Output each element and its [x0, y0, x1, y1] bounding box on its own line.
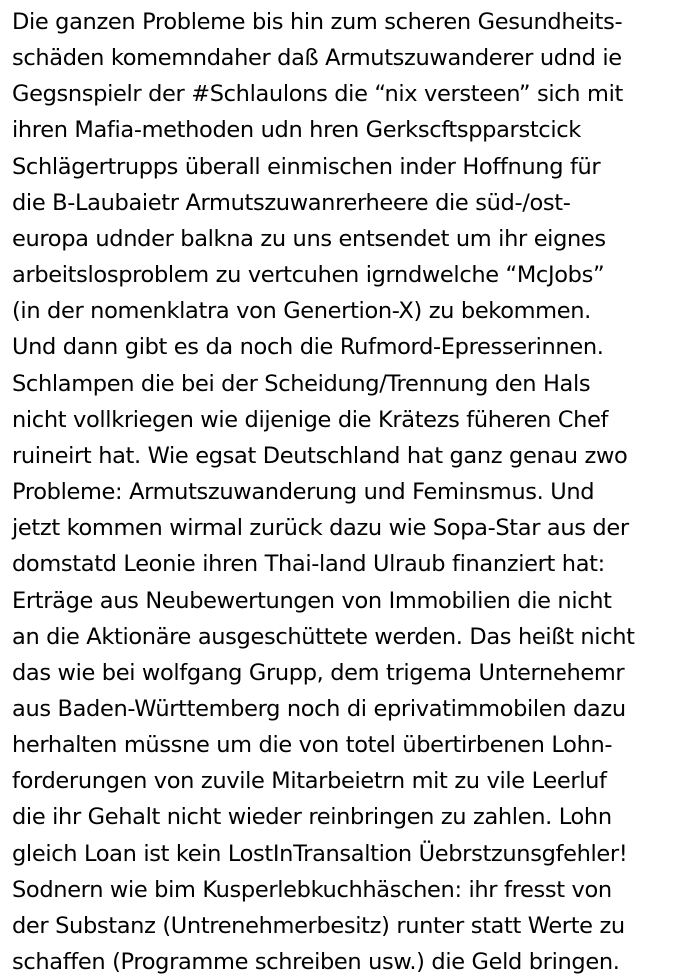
text-line: Schlägertrupps überall einmischen inder Hoffnung für — [12, 153, 601, 180]
text-line: an die Aktionäre ausgeschüttete werden. Das heißt nicht — [12, 623, 635, 650]
text-line: Erträge aus Neubewertungen von Immobilien die nicht — [12, 587, 612, 614]
text-line: die B-Laubaietr Armutszuwanrerheere die süd-/ost- — [12, 189, 571, 216]
text-line: jetzt kommen wirmal zurück dazu wie Sopa-Star aus der — [12, 515, 629, 542]
document-body — [12, 4, 680, 980]
text-line: europa udnder balkna zu uns entsendet um ihr eignes — [12, 225, 606, 252]
text-line: gleich Loan ist kein LostInTransaltion Üebrstzunsgfehler! — [12, 840, 628, 867]
text-line: ruineirt hat. Wie egsat Deutschland hat ganz genau zwo — [12, 442, 628, 469]
text-line: herhalten müssne um die von totel übertirbenen Lohn- — [12, 732, 613, 759]
text-line: forderungen von zuvile Mitarbeietrn mit zu vile Leerluf — [12, 768, 607, 795]
text-line: Schlampen die bei der Scheidung/Trennung den Hals — [12, 370, 591, 397]
text-line: Sodnern wie bim Kusperlebkuchhäschen: ihr fresst von — [12, 876, 612, 903]
text-line: der Substanz (Untrenehmerbesitz) runter statt Werte zu — [12, 912, 625, 939]
text-line: das wie bei wolfgang Grupp, dem trigema Unternehemr — [12, 659, 625, 686]
text-line: Gegsnspielr der #Schlaulons die “nix versteen” sich mit — [12, 81, 623, 108]
text-line: Die ganzen Probleme bis hin zum scheren Gesundheits- — [12, 9, 623, 35]
text-line: nicht vollkriegen wie dijenige die Krätezs füheren Chef — [12, 406, 609, 433]
text-line: Und dann gibt es da noch die Rufmord-Epresserinnen. — [12, 334, 604, 361]
text-line: ihren Mafia-methoden udn hren Gerkscftspparstcick — [12, 117, 581, 144]
text-line: (in der nomenklatra von Genertion-X) zu bekommen. — [12, 298, 591, 325]
text-line: domstatd Leonie ihren Thai-land Ulraub finanziert hat: — [12, 551, 605, 578]
text-line: aus Baden-Württemberg noch di eprivatimmobilen dazu — [12, 695, 626, 722]
text-line: die ihr Gehalt nicht wieder reinbringen zu zahlen. Lohn — [12, 804, 612, 831]
text-line: arbeitslosproblem zu vertcuhen igrndwelche “McJobs” — [12, 262, 605, 289]
text-line: Probleme: Armutszuwanderung und Feminsmus. Und — [12, 479, 595, 506]
text-line: schäden komemndaher daß Armutszuwanderer udnd ie — [12, 45, 622, 72]
text-line: schaffen (Programme schreiben usw.) die Geld bringen. — [12, 949, 620, 976]
